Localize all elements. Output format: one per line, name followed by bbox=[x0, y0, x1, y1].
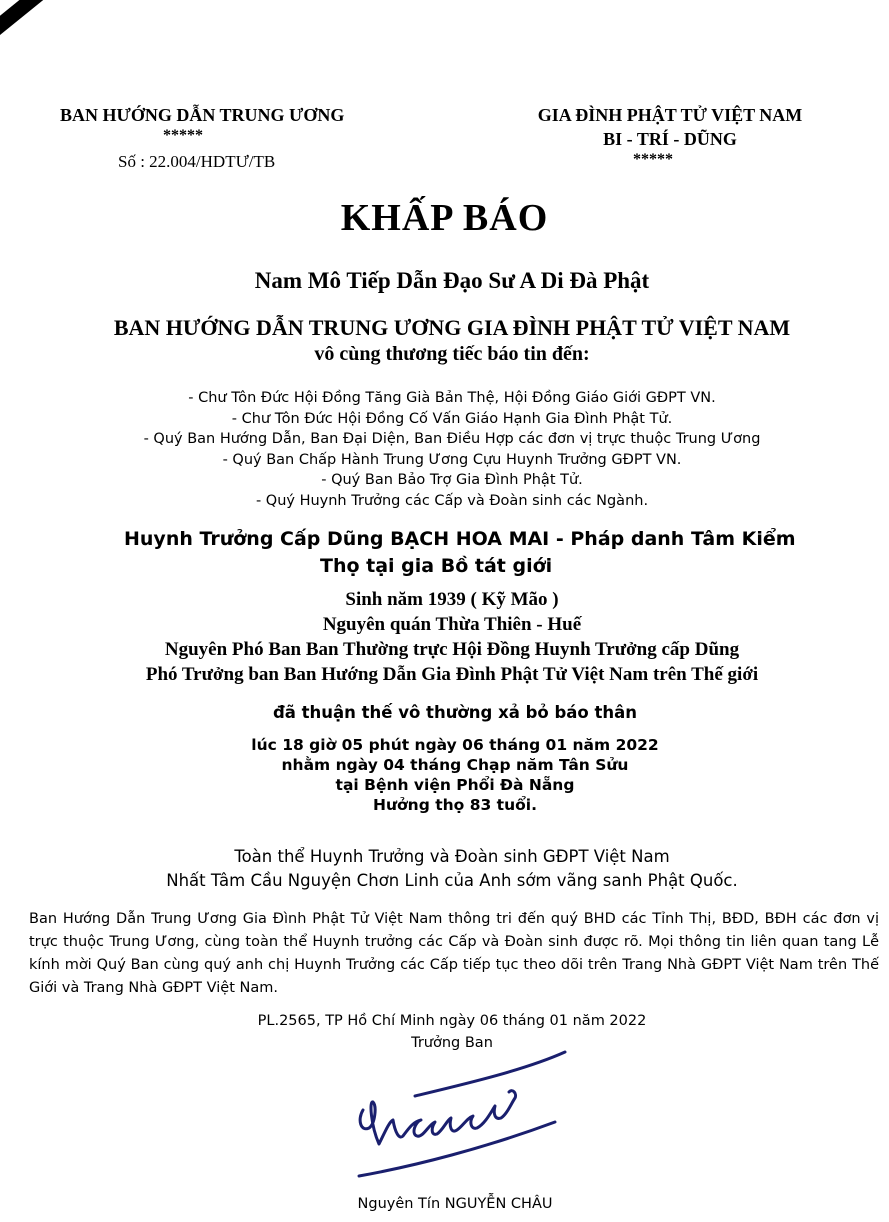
signer-name: Nguyên Tín NGUYỄN CHÂU bbox=[357, 1196, 553, 1212]
header-right-stars: ***** bbox=[633, 151, 673, 168]
signer-position: Trưởng Ban bbox=[411, 1035, 493, 1051]
list-item: - Chư Tôn Đức Hội Đồng Cố Vấn Giáo Hạnh Gia Đình Phật Tử. bbox=[231, 410, 673, 427]
passing-lunar-date: nhằm ngày 04 tháng Chạp năm Tân Sửu bbox=[281, 756, 629, 774]
deceased-hometown: Nguyên quán Thừa Thiên - Huế bbox=[322, 614, 582, 635]
announce-line: vô cùng thương tiếc báo tin đến: bbox=[314, 343, 590, 365]
recipient-list bbox=[0, 388, 889, 512]
list-item: - Chư Tôn Đức Hội Đồng Tăng Già Bản Thệ, Hội Đồng Giáo Giới GĐPT VN. bbox=[188, 390, 716, 406]
invocation: Nam Mô Tiếp Dẫn Đạo Sư A Di Đà Phật bbox=[254, 268, 650, 293]
header-right-motto: BI - TRÍ - DŨNG bbox=[603, 129, 737, 149]
notice-paragraph: Ban Hướng Dẫn Trung Ương Gia Đình Phật Tử Việt Nam thông tri đến quý BHD các Tỉnh Thị, BĐD, BĐH các đơn vị trực thuộc Trung Ương, cùng toàn thể Huynh trưởng các Cấp và Đoàn sinh được rõ. Mọi thông tin liên quan tang Lễ kính mời Quý Ban cùng quý anh chị Huynh Trưởng các Cấp tiếp tục theo dõi trên Trang Nhà GĐPT Việt Nam trên Thế Giới và Trang Nhà GĐPT Việt Nam. bbox=[29, 911, 879, 996]
list-item: - Quý Huynh Trưởng các Cấp và Đoàn sinh các Ngành. bbox=[255, 492, 649, 509]
header-right-org: GIA ĐÌNH PHẬT TỬ VIỆT NAM bbox=[537, 105, 803, 125]
deceased-role-1: Nguyên Phó Ban Ban Thường trực Hội Đồng Huynh Trưởng cấp Dũng bbox=[164, 639, 740, 660]
signature bbox=[355, 1048, 570, 1180]
deceased-precepts: Thọ tại gia Bồ tát giới bbox=[320, 555, 553, 577]
deceased-born: Sinh năm 1939 ( Kỹ Mão ) bbox=[345, 589, 559, 610]
passing-details bbox=[0, 735, 889, 815]
passing-time: lúc 18 giờ 05 phút ngày 06 tháng 01 năm 2022 bbox=[251, 736, 659, 754]
deceased-name-line: Huynh Trưởng Cấp Dũng BẠCH HOA MAI - Pháp danh Tâm Kiểm bbox=[124, 528, 796, 550]
list-item: - Quý Ban Hướng Dẫn, Ban Đại Diện, Ban Điều Hợp các đơn vị trực thuộc Trung Ương bbox=[143, 431, 761, 448]
announcer: BAN HƯỚNG DẪN TRUNG ƯƠNG GIA ĐÌNH PHẬT TỬ VIỆT NAM bbox=[113, 315, 791, 340]
document-number: Số : 22.004/HDTƯ/TB bbox=[118, 152, 276, 171]
deceased-bio bbox=[0, 587, 889, 687]
deceased-role-2: Phó Trưởng ban Ban Hướng Dẫn Gia Đình Phật Tử Việt Nam trên Thế giới bbox=[145, 664, 759, 685]
date-line: PL.2565, TP Hồ Chí Minh ngày 06 tháng 01 năm 2022 bbox=[257, 1013, 647, 1029]
header-right bbox=[490, 104, 850, 168]
prayer-line-1: Toàn thể Huynh Trưởng và Đoàn sinh GĐPT Việt Nam bbox=[234, 847, 670, 866]
header-left-org: BAN HƯỚNG DẪN TRUNG ƯƠNG bbox=[60, 105, 345, 125]
prayer-line-2: Nhất Tâm Cầu Nguyện Chơn Linh của Anh sớm vãng sanh Phật Quốc. bbox=[166, 871, 738, 890]
page-title: KHẤP BÁO bbox=[340, 197, 549, 239]
passing-place: tại Bệnh viện Phổi Đà Nẵng bbox=[335, 776, 575, 794]
header-left-stars: ***** bbox=[163, 127, 203, 144]
list-item: - Quý Ban Bảo Trợ Gia Đình Phật Tử. bbox=[321, 472, 583, 489]
prayer bbox=[0, 845, 889, 893]
passing-statement: đã thuận thế vô thường xả bỏ báo thân bbox=[272, 703, 638, 722]
passing-age: Hưởng thọ 83 tuổi. bbox=[373, 796, 537, 814]
header-left bbox=[60, 104, 420, 171]
mourning-ribbon bbox=[0, 0, 119, 52]
list-item: - Quý Ban Chấp Hành Trung Ương Cựu Huynh Trưởng GĐPT VN. bbox=[222, 451, 682, 468]
